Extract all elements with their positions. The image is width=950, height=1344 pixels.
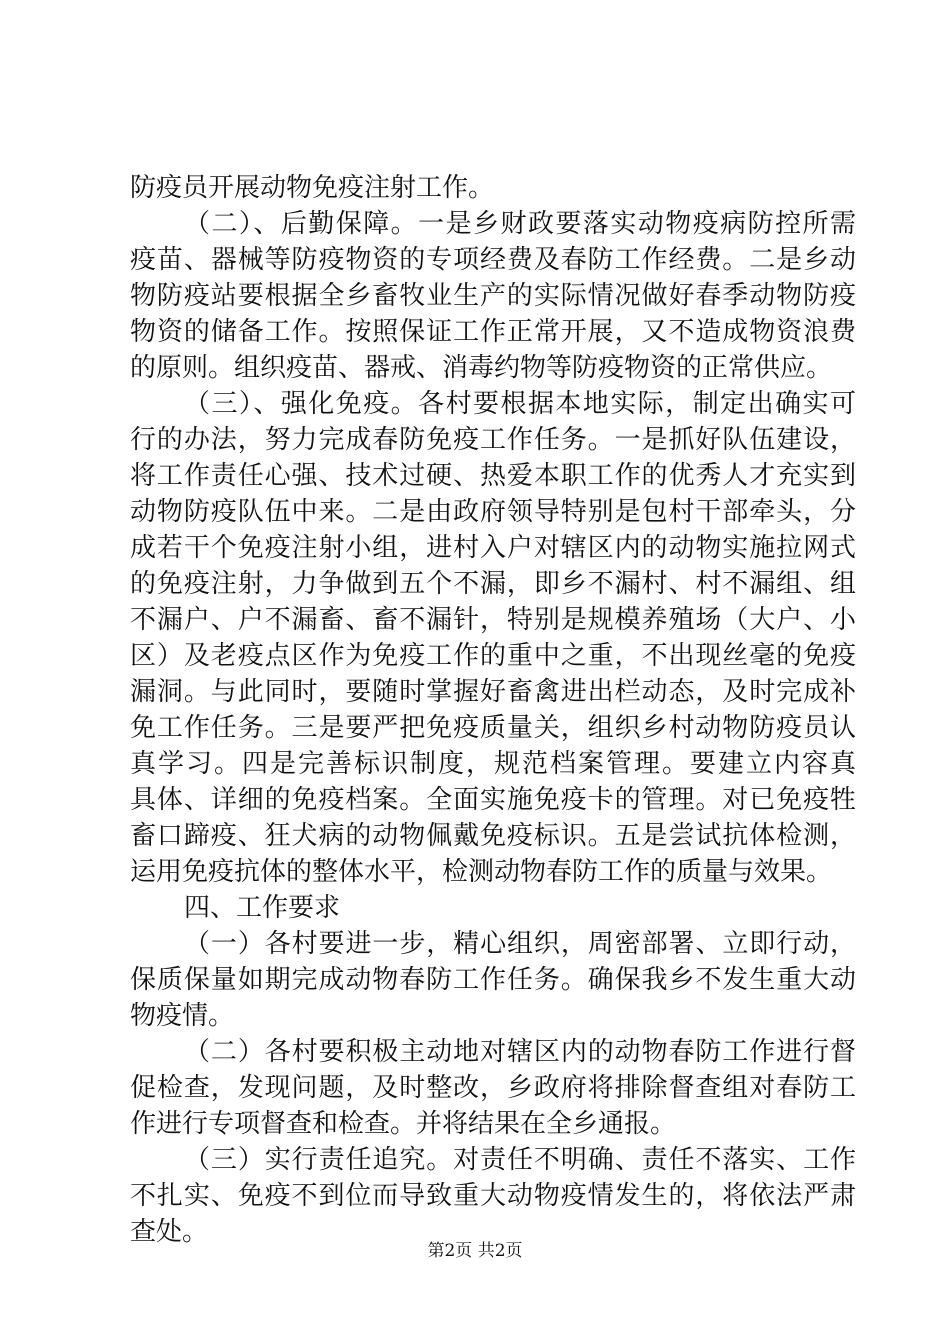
document-body [130,170,856,1250]
page-number: 第2页 共2页 [427,1241,523,1261]
page-footer [0,1240,950,1262]
text-line: （三）、强化免疫。各村要根据本地实际，制定出确实可 [184,389,856,419]
text-line: 区）及老疫点区作为免疫工作的重中之重，不出现丝毫的免疫 [130,641,856,671]
text-line: 漏洞。与此同时，要随时掌握好畜禽进出栏动态，及时完成补 [130,677,856,707]
text-line: 的免疫注射，力争做到五个不漏，即乡不漏村、村不漏组、组 [130,569,856,599]
text-line: 免工作任务。三是要严把免疫质量关，组织乡村动物防疫员认 [130,713,856,743]
text-line: 成若干个免疫注射小组，进村入户对辖区内的动物实施拉网式 [130,533,856,563]
text-line: 疫苗、器械等防疫物资的专项经费及春防工作经费。二是乡动 [130,245,856,275]
text-line: 运用免疫抗体的整体水平，检测动物春防工作的质量与效果。 [130,857,833,887]
text-line: 物疫情。 [130,1001,235,1031]
text-line: 物防疫站要根据全乡畜牧业生产的实际情况做好春季动物防疫 [130,281,856,311]
text-line: 将工作责任心强、技术过硬、热爱本职工作的优秀人才充实到 [130,461,856,491]
text-line: 行的办法，努力完成春防免疫工作任务。一是抓好队伍建设， [130,425,856,455]
text-line: 防疫员开展动物免疫注射工作。 [130,173,495,203]
text-line: （一）各村要进一步，精心组织，周密部署、立即行动， [184,929,856,959]
text-line: 保质保量如期完成动物春防工作任务。确保我乡不发生重大动 [130,965,856,995]
text-line: 不扎实、免疫不到位而导致重大动物疫情发生的，将依法严肃 [130,1181,856,1211]
text-line: 查处。 [130,1217,209,1247]
text-line: 作进行专项督查和检查。并将结果在全乡通报。 [130,1109,677,1139]
text-line: 真学习。四是完善标识制度，规范档案管理。要建立内容真 [130,749,856,779]
text-line: 动物防疫队伍中来。二是由政府领导特别是包村干部牵头，分 [130,497,856,527]
text-line: 不漏户、户不漏畜、畜不漏针，特别是规模养殖场（大户、小 [130,605,856,635]
text-line: 具体、详细的免疫档案。全面实施免疫卡的管理。对已免疫牲 [130,785,856,815]
text-line: （二）各村要积极主动地对辖区内的动物春防工作进行督 [184,1037,856,1067]
text-line: 物资的储备工作。按照保证工作正常开展，又不造成物资浪费 [130,317,856,347]
text-line: 促检查，发现问题，及时整改，乡政府将排除督查组对春防工 [130,1073,856,1103]
text-line: （二）、后勤保障。一是乡财政要落实动物疫病防控所需 [184,209,856,239]
text-line: （三）实行责任追究。对责任不明确、责任不落实、工作 [184,1145,856,1175]
section-heading: 四、工作要求 [184,893,341,923]
text-line: 的原则。组织疫苗、器戒、消毒约物等防疫物资的正常供应。 [130,353,833,383]
text-line: 畜口蹄疫、狂犬病的动物佩戴免疫标识。五是尝试抗体检测， [130,821,856,851]
